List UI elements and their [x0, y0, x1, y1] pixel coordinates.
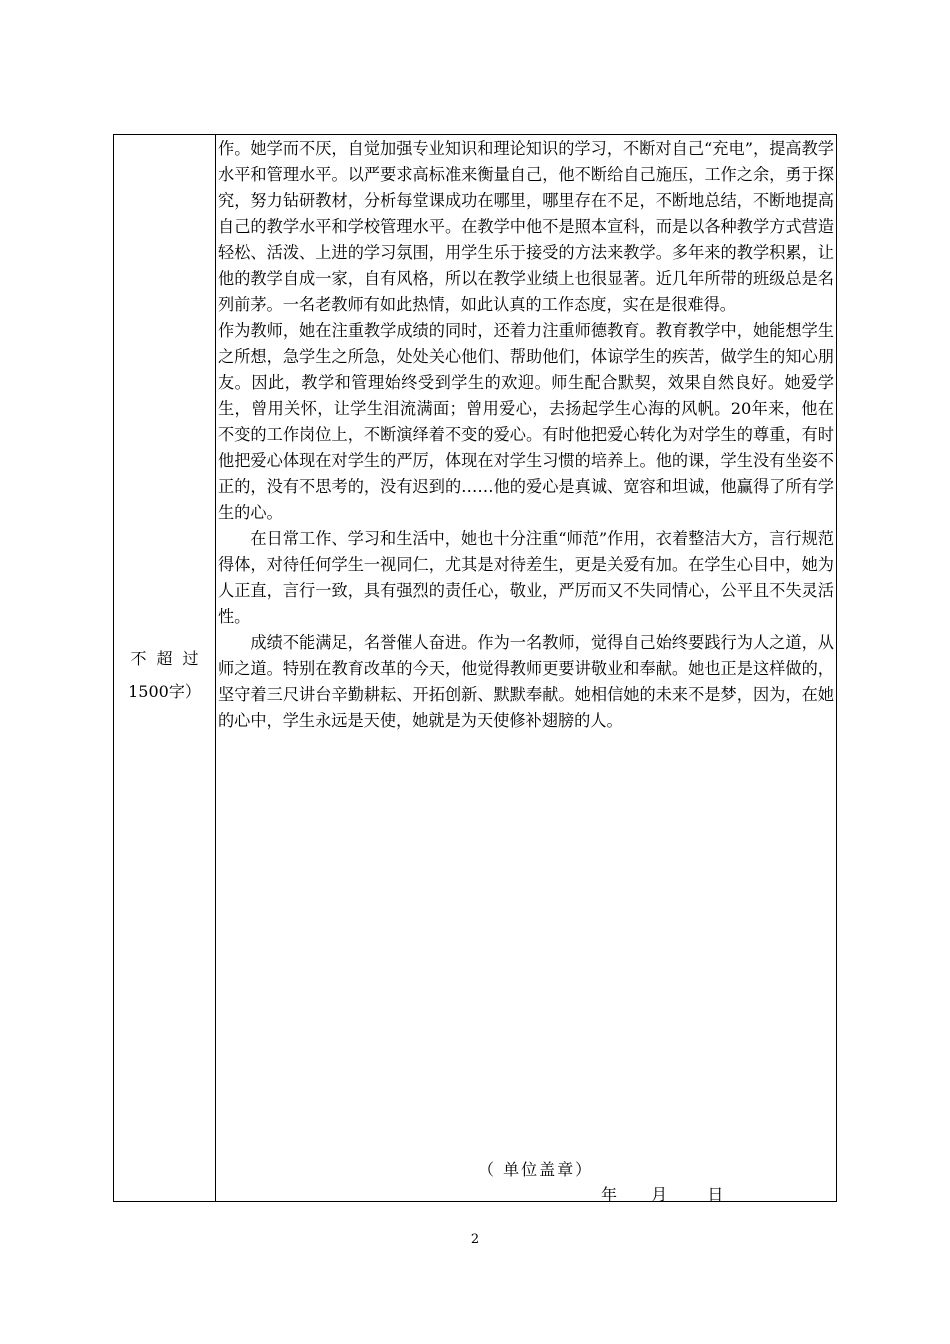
date-line: [601, 1182, 723, 1205]
paragraph-4: 成绩不能满足，名誉催人奋进。作为一名教师，觉得自己始终要践行为人之道，从师之道。特别在教育改革的今天，他觉得教师更要讲敬业和奉献。她也正是这样做的，坚守着三尺讲台辛勤耕耘、开拓创新、默默奉献。她相信她的未来不是梦，因为，在她的心中，学生永远是天使，她就是为天使修补翅膀的人。: [218, 633, 834, 730]
unit-seal-label: （ 单位盖章）: [478, 1160, 594, 1179]
word-limit-label-line1: 不超过: [130, 649, 209, 668]
paragraph-2: 作为教师，她在注重教学成绩的同时，还着力注重师德教育。教育教学中，她能想学生之所想，急学生之所急，处处关心他们、帮助他们，体谅学生的疾苦，做学生的知心朋友。因此，教学和管理始终受到学生的欢迎。师生配合默契，效果自然良好。她爱学生，曾用关怀，让学生泪流满面；曾用爱心，去扬起学生心海的风帆。20年来，他在不变的工作岗位上，不断演绎着不变的爱心。有时他把爱心转化为对学生的尊重，有时他把爱心体现在对学生的严厉，体现在对学生习惯的培养上。他的课，学生没有坐姿不正的，没有不思考的，没有迟到的……他的爱心是真诚、宽容和坦诚，他赢得了所有学生的心。: [218, 321, 834, 522]
label-cell: [114, 135, 216, 1201]
date-year-label: 年: [601, 1185, 618, 1204]
content-cell: [216, 135, 836, 1204]
page-number: 2: [470, 1232, 480, 1247]
paragraph-3: 在日常工作、学习和生活中，她也十分注重“师范”作用，衣着整洁大方，言行规范得体，对待任何学生一视同仁，尤其是对待差生，更是关爱有加。在学生心目中，她为人正直，言行一致，具有强烈的责任心，敬业，严厉而又不失同情心，公平且不失灵活性。: [218, 529, 834, 626]
word-limit-label: [114, 642, 215, 708]
date-day-label: 日: [707, 1185, 724, 1204]
recommendation-form-table: [113, 134, 837, 1202]
date-month-label: 月: [651, 1185, 668, 1204]
deeds-text: [218, 135, 834, 734]
paragraph-1: 作。她学而不厌，自觉加强专业知识和理论知识的学习，不断对自己“充电”，提高教学水平和管理水平。以严要求高标准来衡量自己，他不断给自己施压，工作之余，勇于探究，努力钻研教材，分析每堂课成功在哪里，哪里存在不足，不断地总结，不断地提高自己的教学水平和学校管理水平。在教学中他不是照本宣科，而是以各种教学方式营造轻松、活泼、上进的学习氛围，用学生乐于接受的方法来教学。多年来的教学积累，让他的教学自成一家，自有风格，所以在教学业绩上也很显著。近几年所带的班级总是名列前茅。一名老教师有如此热情，如此认真的工作态度，实在是很难得。: [218, 139, 834, 314]
word-limit-label-line2: 1500字）: [128, 682, 201, 701]
